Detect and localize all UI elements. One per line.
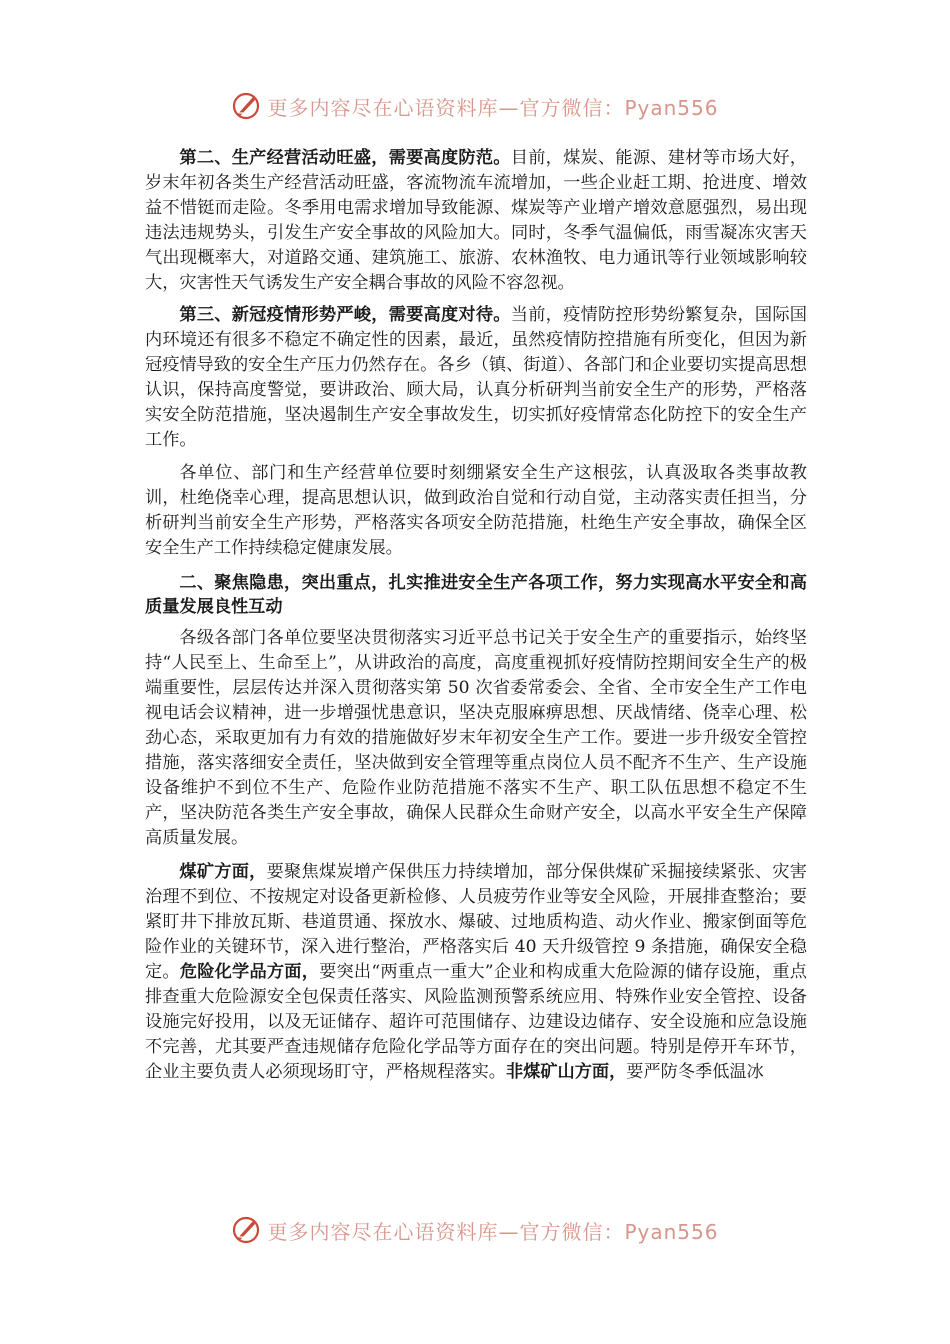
paragraph-text: 各级各部门各单位要坚决贯彻落实习近平总书记关于安全生产的重要指示，始终坚持“人民至上、生命至上”，从讲政治的高度，高度重视抓好疫情防控期间安全生产的极端重要性，层层传达并深入贯彻落实第 50 次省委常委会、全省、全市安全生产工作电视电话会议精神，进一步增强忧患意识，坚决克服麻痹思想、厌战情绪、侥幸心理、松劲心态，采取更加有力有效的措施做好岁末年初安全生产工作。要进一步升级安全管控措施，落实落细安全责任，坚决做到安全管理等重点岗位人员不配齐不生产、生产设施设备维护不到位不生产、危险作业防范措施不落实不生产、职工队伍思想不稳定不生产，坚决防范各类生产安全事故，确保人民群众生命财产安全，以高水平安全生产保障高质量发展。 bbox=[145, 628, 807, 848]
document-body bbox=[145, 146, 807, 1093]
paragraph-lead: 第三、新冠疫情形势严峻，需要高度对待。 bbox=[179, 305, 511, 326]
watermark-footer bbox=[0, 1212, 950, 1248]
paragraph-lead-coal: 煤矿方面， bbox=[179, 862, 267, 883]
paragraph-text: 要聚焦煤炭增产保供压力持续增加，部分保供煤矿采掘接续紧张、灾害治理不到位、不按规定对设备更新检修、人员疲劳作业等安全风险，开展排查整治；要紧盯井下排放瓦斯、巷道贯通、探放水、爆破、过地质构造、动火作业、搬家倒面等危险作业的关键环节，深入进行整治，严格落实后 40 天升级管控 9 条措施，确保安全稳定。 bbox=[145, 862, 807, 983]
watermark-text: 更多内容尽在心语资料库—官方微信：Pyan556 bbox=[267, 95, 719, 120]
paragraph-text: 目前，煤炭、能源、建材等市场大好，岁末年初各类生产经营活动旺盛，客流物流车流增加，一些企业赶工期、抢进度、增效益不惜铤而走险。冬季用电需求增加导致能源、煤炭等产业增产增效意愿强烈，易出现违法违规势头，引发生产安全事故的风险加大。同时，冬季气温偏低，雨雪凝冻灾害天气出现概率大，对道路交通、建筑施工、旅游、农林渔牧、电力通讯等行业领域影响较大，灾害性天气诱发生产安全耦合事故的风险不容忽视。 bbox=[145, 148, 807, 293]
paragraph-text: 各单位、部门和生产经营单位要时刻绷紧安全生产这根弦，认真汲取各类事故教训，杜绝侥幸心理，提高思想认识，做到政治自觉和行动自觉，主动落实责任担当，分析研判当前安全生产形势，严格落实各项安全防范措施，杜绝生产安全事故，确保全区安全生产工作持续稳定健康发展。 bbox=[145, 462, 807, 558]
paragraph-text: 要突出“两重点一重大”企业和构成重大危险源的储存设施，重点排查重大危险源安全包保责任落实、风险监测预警系统应用、特殊作业安全管控、设备设施完好投用，以及无证储存、超许可范围储存、边建设边储存、安全设施和应急设施不完善，尤其要严查违规储存危险化学品等方面存在的突出问题。特别是停开车环节，企业主要负责人必须现场盯守，严格规程落实。 bbox=[145, 962, 807, 1082]
paragraph-text: 要严防冬季低温冰 bbox=[626, 1061, 764, 1082]
watermark-header bbox=[0, 88, 950, 124]
paragraph-responsibility bbox=[145, 461, 807, 561]
heading-text: 二、聚焦隐患，突出重点，扎实推进安全生产各项工作，努力实现高水平安全和高质量发展良性互动 bbox=[145, 572, 807, 618]
paragraph-covid-situation bbox=[145, 303, 807, 452]
watermark-text: 更多内容尽在心语资料库—官方微信：Pyan556 bbox=[267, 1219, 719, 1244]
quill-logo-icon bbox=[231, 1215, 261, 1245]
quill-logo-icon bbox=[231, 91, 261, 121]
paragraph-lead: 第二、生产经营活动旺盛，需要高度防范。 bbox=[179, 148, 511, 168]
paragraph-implementation bbox=[145, 626, 807, 850]
paragraph-production-activity bbox=[145, 146, 807, 295]
section-heading-2 bbox=[145, 571, 807, 621]
paragraph-lead-non-coal: 非煤矿山方面， bbox=[505, 1061, 627, 1082]
paragraph-sector-measures bbox=[145, 860, 807, 1084]
paragraph-lead-chemicals: 危险化学品方面， bbox=[179, 962, 320, 983]
paragraph-text: 当前，疫情防控形势纷繁复杂，国际国内环境还有很多不稳定不确定性的因素，最近，虽然疫情防控措施有所变化，但因为新冠疫情导致的安全生产压力仍然存在。各乡（镇、街道）、各部门和企业要切实提高思想认识，保持高度警觉，要讲政治、顾大局，认真分析研判当前安全生产的形势，严格落实安全防范措施，坚决遏制生产安全事故发生，切实抓好疫情常态化防控下的安全生产工作。 bbox=[145, 305, 807, 450]
